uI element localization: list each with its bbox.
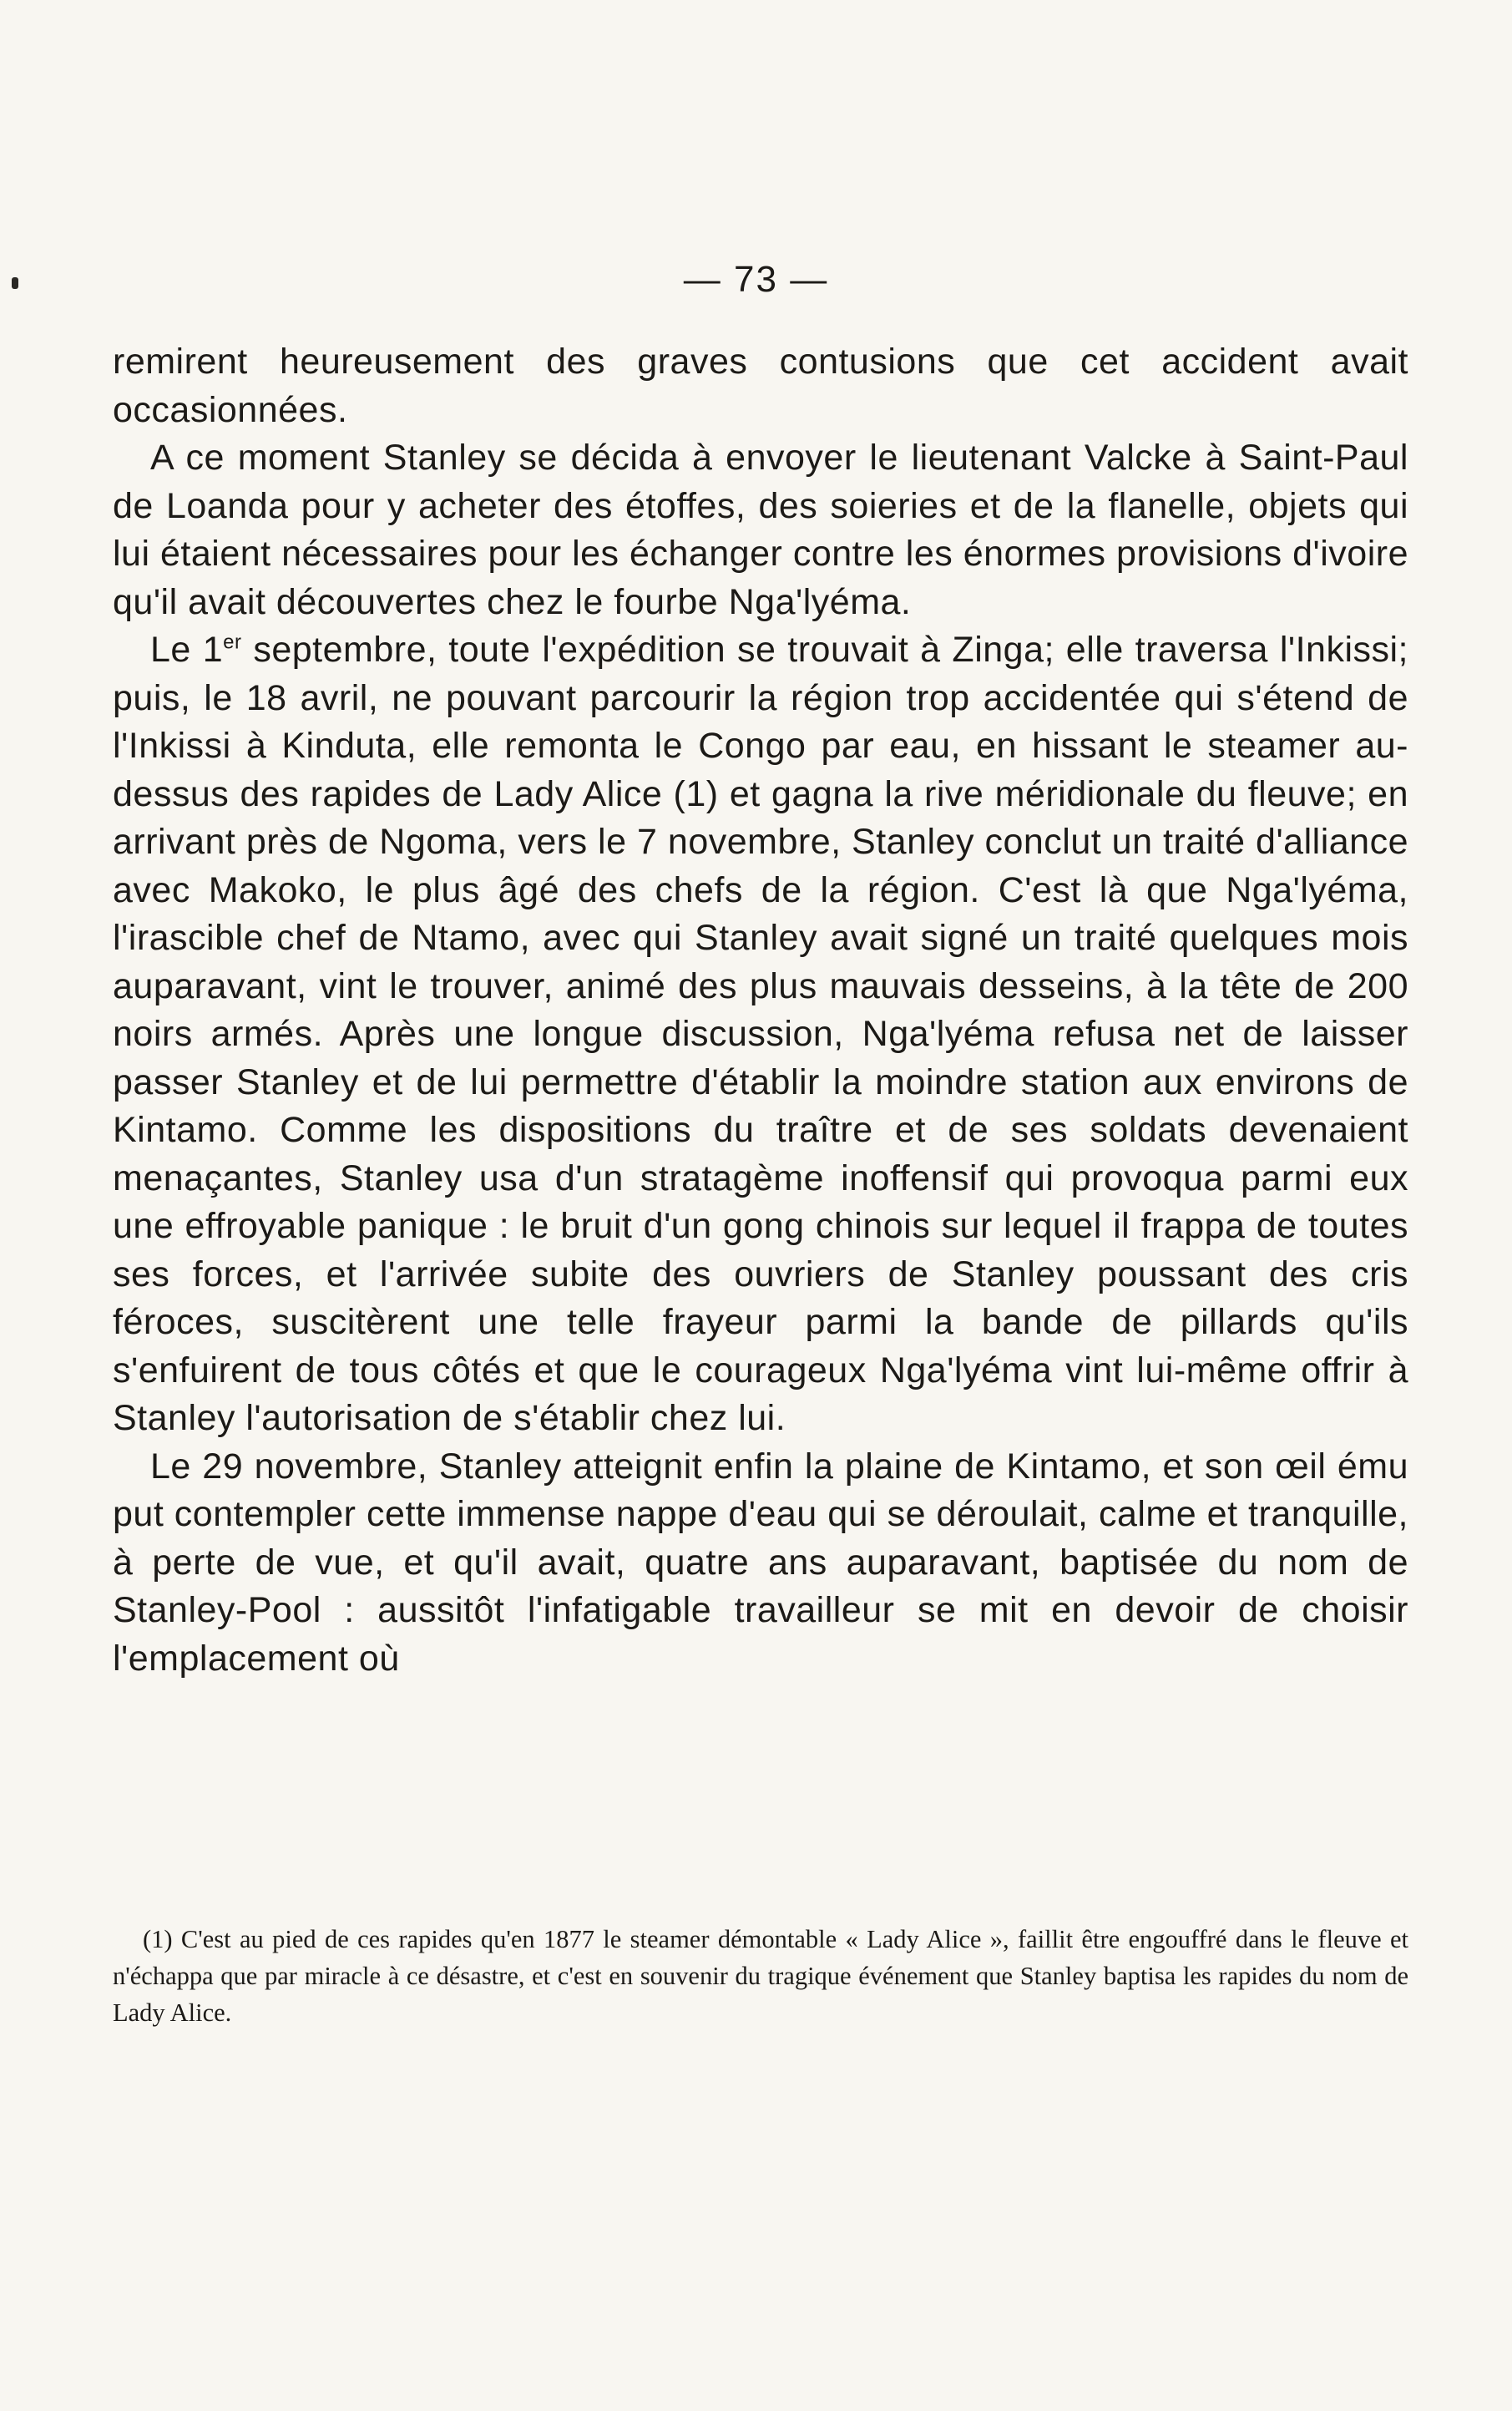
paragraph-3-start: Le 1	[150, 630, 224, 670]
page-number: — 73 —	[683, 259, 829, 300]
paragraph-3-rest: septembre, toute l'expédition se trouvait à Zinga; elle traversa l'Inkissi; puis, le 18 avril, ne pouvant parcourir la région trop accidentée qui s'étend de l'Inkissi à Kinduta, elle remonta le Congo par eau, en hissant le steamer au-dessus des rapides de Lady Alice (1) et gagna la rive méridionale du fleuve; en arrivant près de Ngoma, vers le 7 novembre, Stanley conclut un traité d'alliance avec Makoko, le plus âgé des chefs de la région. C'est là que Nga'lyéma, l'irascible chef de Ntamo, avec qui Stanley avait signé un traité quelques mois auparavant, vint le trouver, animé des plus mauvais desseins, à la tête de 200 noirs armés. Après une longue discussion, Nga'lyéma refusa net de laisser passer Stanley et de lui permettre d'établir la moindre station aux environs de Kintamo. Comme les dispositions du traître et de ses soldats devenaient menaçantes, Stanley usa d'un stratagème inoffensif qui provoqua parmi eux une effroyable panique : le bruit d'un gong chinois sur lequel il frappa de toutes ses forces, et l'arrivée subite des ouvriers de Stanley poussant des cris féroces, suscitèrent une telle frayeur parmi la bande de pillards qu'ils s'enfuirent de tous côtés et que le courageux Nga'lyéma vint lui-même offrir à Stanley l'autorisation de s'établir chez lui.	[113, 630, 1408, 1438]
body-text	[113, 338, 1408, 1683]
ordinal-superscript: er	[223, 631, 242, 654]
paragraph-1: remirent heureusement des graves contusions que cet accident avait occasionnées.	[113, 342, 1408, 430]
paragraph-3	[113, 626, 1408, 1443]
paragraph-4: Le 29 novembre, Stanley atteignit enfin la plaine de Kintamo, et son œil ému put contempler cette immense nappe d'eau qui se déroulait, calme et tranquille, à perte de vue, et qu'il avait, quatre ans auparavant, baptisée du nom de Stanley-Pool : aussitôt l'infatigable travailleur se mit en devoir de choisir l'emplacement où	[113, 1446, 1408, 1679]
paragraph-2: A ce moment Stanley se décida à envoyer le lieutenant Valcke à Saint-Paul de Loanda pour y acheter des étoffes, des soieries et de la flanelle, objets qui lui étaient nécessaires pour les échanger contre les énormes provisions d'ivoire qu'il avait découvertes chez le fourbe Nga'lyéma.	[113, 438, 1408, 622]
footnote-1: (1) C'est au pied de ces rapides qu'en 1877 le steamer démontable « Lady Alice », faillit être engouffré dans le fleuve et n'échappa que par miracle à ce désastre, et c'est en souvenir du tragique événement que Stanley baptisa les rapides du nom de Lady Alice.	[113, 1925, 1408, 2027]
footnotes	[113, 1921, 1408, 2031]
